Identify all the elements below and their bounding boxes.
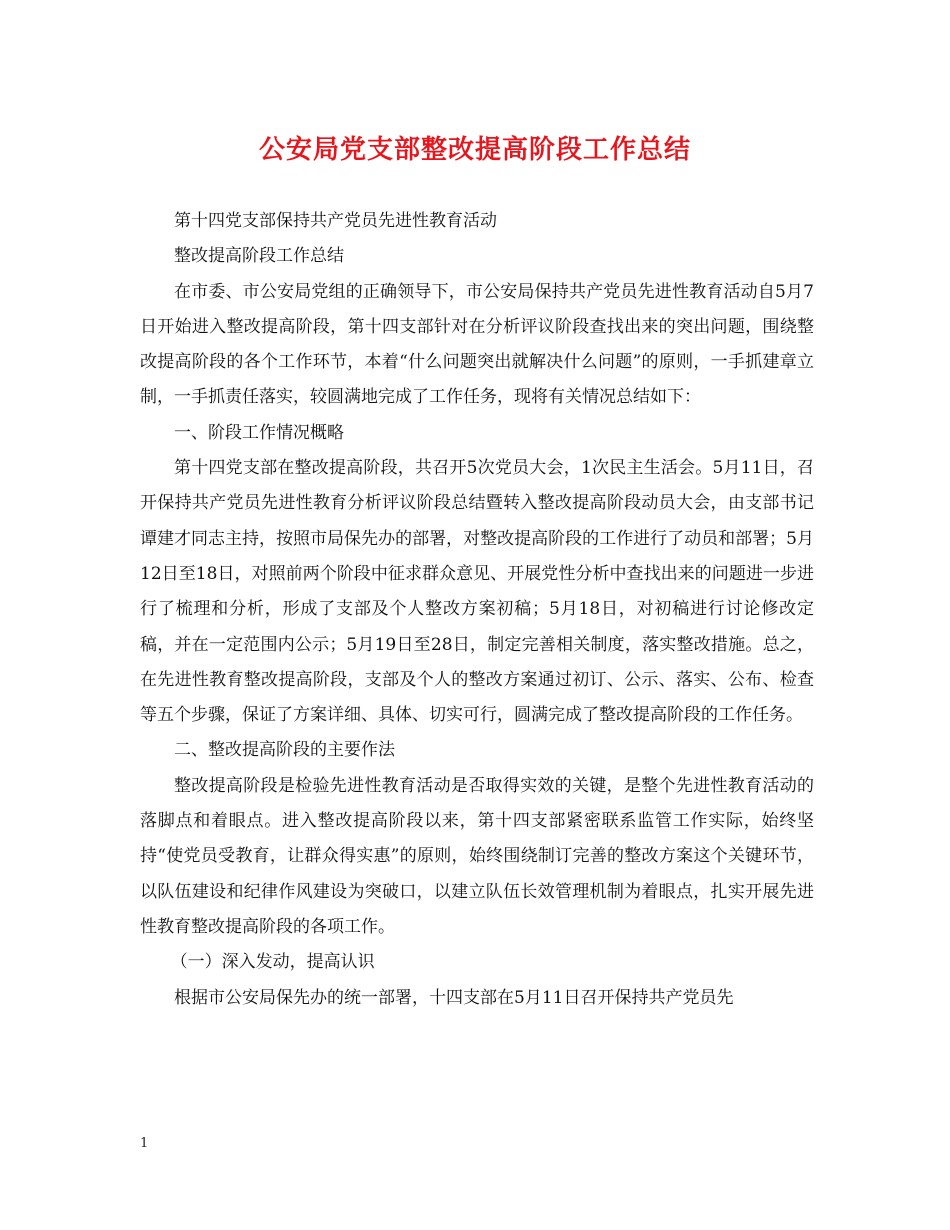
page-number: 1 bbox=[140, 1136, 149, 1151]
paragraph-section-2: 整改提高阶段是检验先进性教育活动是否取得实效的关键，是整个先进性教育活动的落脚点和着眼点。进入整改提高阶段以来，第十四支部紧密联系监管工作实际，始终坚持“使党员受教育，让群众得实惠”的原则，始终围绕制订完善的整改方案这个关键环节，以队伍建设和纪律作风建设为突破口，以建立队伍长效管理机制为着眼点，扎实开展先进性教育整改提高阶段的各项工作。 bbox=[140, 775, 814, 937]
paragraph-intro: 在市委、市公安局党组的正确领导下，市公安局保持共产党员先进性教育活动自5月7日开始进入整改提高阶段，第十四支部针对在分析评议阶段查找出来的突出问题，围绕整改提高阶段的各个工作环节，本着“什么问题突出就解决什么问题”的原则，一手抓建章立制，一手抓责任落实，较圆满地完成了工作任务，现将有关情况总结如下： bbox=[140, 281, 814, 408]
paragraph-subtitle-line-1: 第十四党支部保持共产党员先进性教育活动 bbox=[174, 211, 497, 231]
subsection-heading-1: （一）深入发动，提高认识 bbox=[170, 952, 375, 973]
document-body bbox=[140, 204, 814, 1016]
paragraph-section-1: 第十四党支部在整改提高阶段，共召开5次党员大会，1次民主生活会。5月11日，召开保持共产党员先进性教育分析评议阶段总结暨转入整改提高阶段动员大会，由支部书记谭建才同志主持，按照市局保先办的部署，对整改提高阶段的工作进行了动员和部署；5月12日至18日，对照前两个阶段中征求群众意见、开展党性分析中查找出来的问题进一步进行了梳理和分析，形成了支部及个人整改方案初稿；5月18日，对初稿进行讨论修改定稿，并在一定范围内公示；5月19日至28日，制定完善相关制度，落实整改措施。总之，在先进性教育整改提高阶段，支部及个人的整改方案通过初订、公示、落实、公布、检查等五个步骤，保证了方案详细、具体、切实可行，圆满完成了整改提高阶段的工作任务。 bbox=[140, 458, 814, 726]
document-title: 公安局党支部整改提高阶段工作总结 bbox=[258, 135, 691, 165]
paragraph-subtitle-line-2: 整改提高阶段工作总结 bbox=[174, 246, 344, 267]
section-heading-1: 一、阶段工作情况概略 bbox=[174, 422, 344, 443]
paragraph-subsection-1: 根据市公安局保先办的统一部署，十四支部在5月11日召开保持共产党员先 bbox=[174, 987, 734, 1008]
section-heading-2: 二、整改提高阶段的主要作法 bbox=[174, 740, 395, 761]
